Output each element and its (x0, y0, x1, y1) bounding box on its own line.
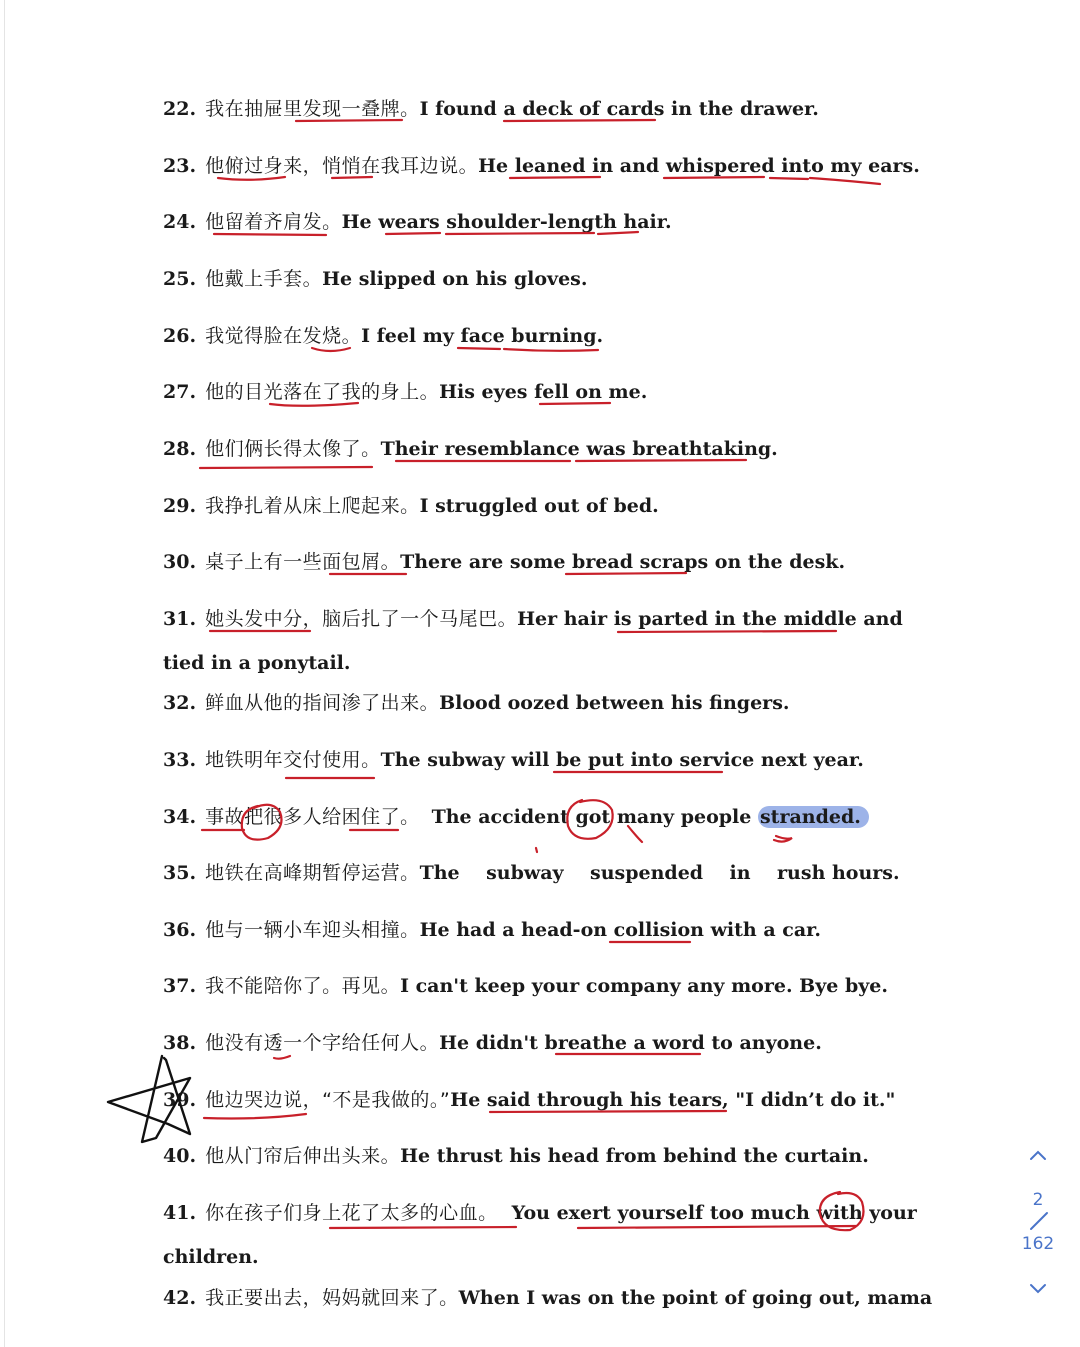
sentence-41 (163, 1191, 933, 1279)
total-pages-number: 162 (1021, 1234, 1055, 1254)
sentence-english: The subway will be put into service next year. (380, 749, 864, 771)
chevron-up-icon[interactable] (1028, 1148, 1048, 1162)
sentence-number: 28. (163, 438, 197, 460)
underline-mark (204, 1114, 306, 1119)
page-separator (1028, 1210, 1050, 1232)
sentence-29 (163, 494, 933, 518)
underline-mark (214, 234, 326, 235)
sentence-english: The subway suspended in rush hours. (419, 862, 900, 884)
sentence-chinese: 他与一辆小车迎头相撞。 (205, 919, 420, 941)
sentence-chinese: 他的目光落在了我的身上。 (205, 381, 440, 403)
sentence-english: He thrust his head from behind the curtain. (400, 1145, 869, 1167)
sentence-english: There are some bread scraps on the desk. (400, 551, 846, 573)
sentence-25 (163, 267, 933, 291)
sentence-33 (163, 748, 933, 772)
sentence-chinese: 他俯过身来，悄悄在我耳边说。 (205, 155, 479, 177)
sentence-chinese: 他没有透一个字给任何人。 (205, 1032, 440, 1054)
sentence-chinese: 他边哭边说，“不是我做的。” (205, 1089, 451, 1111)
sentence-number: 27. (163, 381, 197, 403)
underline-mark (536, 848, 537, 852)
sentence-chinese: 我在抽屉里发现一叠牌。 (205, 98, 420, 120)
sentence-english: I feel my face burning. (361, 325, 604, 347)
underline-mark (770, 178, 808, 179)
sentence-english: His eyes fell on me. (439, 381, 648, 403)
sentence-chinese: 他从门帘后伸出头来。 (205, 1145, 401, 1167)
sentence-english: He leaned in and whispered into my ears. (478, 155, 920, 177)
sentence-number: 40. (163, 1145, 197, 1167)
sentence-english: He slipped on his gloves. (322, 268, 588, 290)
sentence-chinese: 地铁明年交付使用。 (205, 749, 381, 771)
sentence-english: He said through his tears, "I didn’t do it." (450, 1089, 896, 1111)
sentence-chinese: 他们俩长得太像了。 (205, 438, 381, 460)
underline-mark (458, 348, 500, 349)
sentence-number: 29. (163, 495, 197, 517)
sentence-chinese: 桌子上有一些面包屑。 (205, 551, 401, 573)
sentence-number: 38. (163, 1032, 197, 1054)
sentence-english: He had a head-on collision with a car. (419, 919, 822, 941)
sentence-chinese: 她头发中分，脑后扎了一个马尾巴。 (205, 608, 518, 630)
page-navigator (1010, 1140, 1066, 1300)
sentence-34 (163, 805, 933, 829)
sentence-chinese: 你在孩子们身上花了太多的心血。 (205, 1202, 498, 1224)
sentence-36 (163, 918, 933, 942)
sentence-english: The accident got many people (431, 806, 758, 828)
sentence-english: I found a deck of cards in the drawer. (419, 98, 819, 120)
sentence-30 (163, 550, 933, 574)
sentence-number: 23. (163, 155, 197, 177)
underline-mark (810, 178, 880, 184)
sentence-number: 35. (163, 862, 197, 884)
sentence-english: You exert yourself too much with your children. (163, 1202, 917, 1268)
sentence-number: 41. (163, 1202, 197, 1224)
sentence-42 (163, 1286, 933, 1310)
underline-mark (774, 836, 792, 842)
sentence-27 (163, 380, 933, 404)
sentence-number: 39. (163, 1089, 197, 1111)
sentence-number: 37. (163, 975, 197, 997)
chevron-down-icon[interactable] (1028, 1282, 1048, 1296)
sentence-english: I can't keep your company any more. Bye bye. (400, 975, 889, 997)
underline-mark (504, 349, 598, 351)
sentence-number: 31. (163, 608, 197, 630)
sentence-31 (163, 597, 933, 685)
sentence-40 (163, 1144, 933, 1168)
sentence-chinese: 我正要出去，妈妈就回来了。 (205, 1287, 459, 1309)
sentence-english: When I was on the point of going out, mama (458, 1287, 933, 1309)
sentence-number: 32. (163, 692, 197, 714)
highlighted-text[interactable]: stranded. (758, 806, 869, 828)
underline-mark (312, 348, 350, 351)
sentence-chinese: 鲜血从他的指间渗了出来。 (205, 692, 440, 714)
sentence-number: 36. (163, 919, 197, 941)
sentence-number: 24. (163, 211, 197, 233)
sentence-english: He didn't breathe a word to anyone. (439, 1032, 822, 1054)
sentence-chinese: 他留着齐肩发。 (205, 211, 342, 233)
sentence-english: Her hair is parted in the middle and tied in a ponytail. (163, 608, 903, 674)
sentence-chinese: 我不能陪你了。再见。 (205, 975, 401, 997)
sentence-37 (163, 974, 933, 998)
sentence-english: I struggled out of bed. (419, 495, 659, 517)
sentence-english: Their resemblance was breathtaking. (380, 438, 778, 460)
sentence-28 (163, 437, 933, 461)
sentence-chinese: 地铁在高峰期暂停运营。 (205, 862, 420, 884)
sentence-39 (163, 1088, 933, 1112)
sentence-22 (163, 97, 933, 121)
sentence-number: 25. (163, 268, 197, 290)
sentence-chinese: 他戴上手套。 (205, 268, 323, 290)
underline-mark (274, 1056, 290, 1059)
sentence-chinese: 我觉得脸在发烧。 (205, 325, 362, 347)
sentence-number: 30. (163, 551, 197, 573)
sentence-number: 34. (163, 806, 197, 828)
sentence-number: 42. (163, 1287, 197, 1309)
sentence-chinese: 我挣扎着从床上爬起来。 (205, 495, 420, 517)
sentence-24 (163, 210, 933, 234)
sentence-23 (163, 154, 933, 178)
sentence-35 (163, 861, 933, 885)
sentence-number: 26. (163, 325, 197, 347)
sentence-chinese: 事故把很多人给困住了。 (205, 806, 420, 828)
sentence-number: 33. (163, 749, 197, 771)
sentence-38 (163, 1031, 933, 1055)
sentence-26 (163, 324, 933, 348)
underline-mark (200, 467, 372, 468)
sentence-english: Blood oozed between his fingers. (439, 692, 790, 714)
sentence-number: 22. (163, 98, 197, 120)
sentence-32 (163, 691, 933, 715)
sentence-english: He wears shoulder-length hair. (341, 211, 672, 233)
current-page-number: 2 (1032, 1190, 1044, 1210)
